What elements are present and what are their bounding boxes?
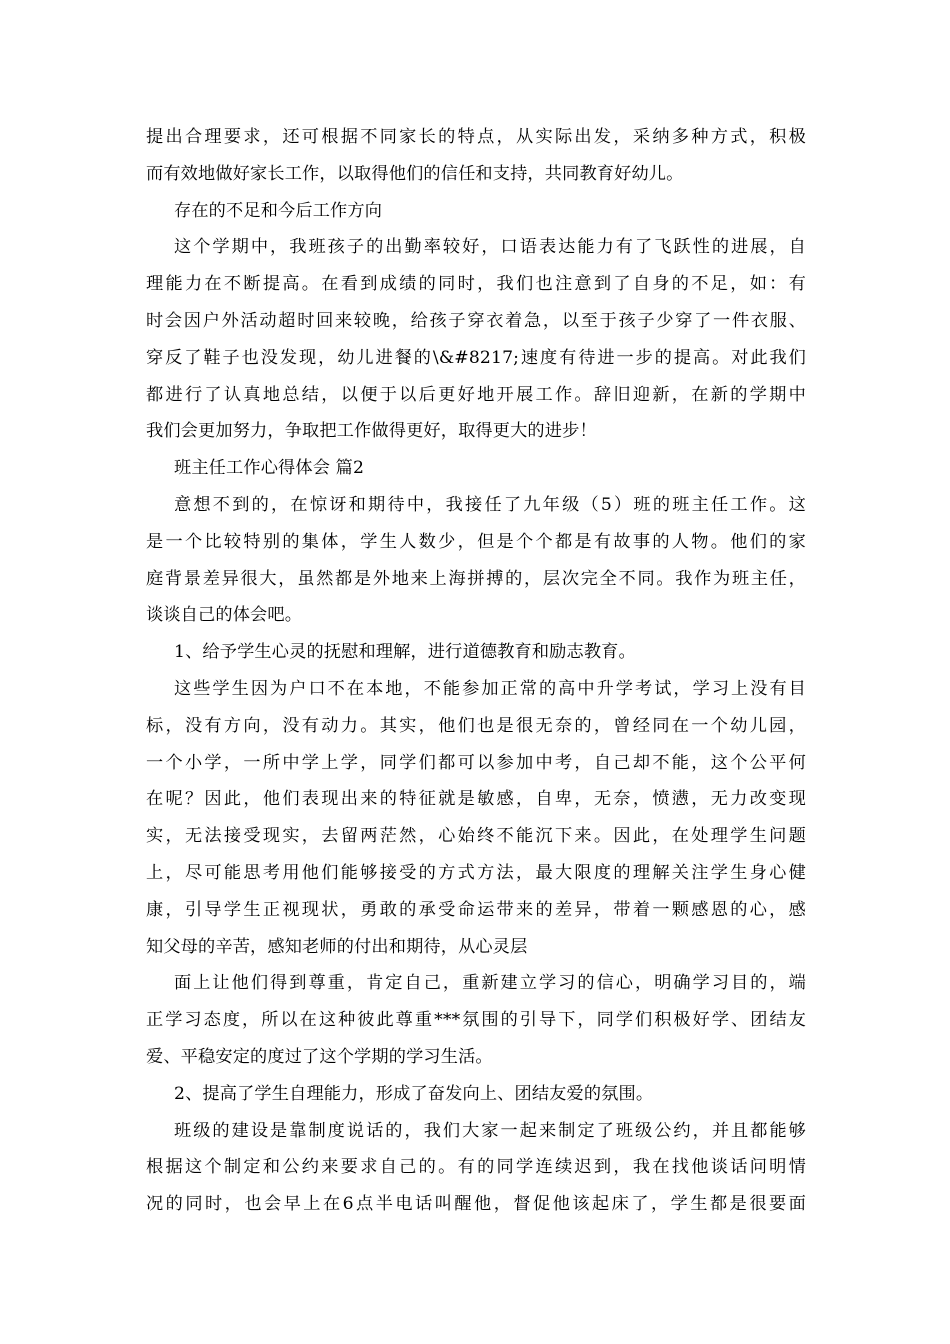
text-line: 一个小学，一所中学上学，同学们都可以参加中考，自己却不能，这个公平何 bbox=[146, 752, 806, 773]
text-line: 在呢？因此，他们表现出来的特征就是敏感，自卑，无奈，愤懑，无力改变现 bbox=[146, 789, 806, 810]
text-line: 康，引导学生正视现状，勇敢的承受命运带来的差异，带着一颗感恩的心，感 bbox=[146, 899, 806, 920]
text-line: 1、给予学生心灵的抚慰和理解，进行道德教育和励志教育。 bbox=[174, 642, 636, 663]
text-line: 穿反了鞋子也没发现，幼儿进餐的\&#8217;速度有待进一步的提高。对此我们 bbox=[146, 347, 806, 368]
text-line: 面上让他们得到尊重，肯定自己，重新建立学习的信心，明确学习目的，端 bbox=[174, 973, 806, 994]
text-line: 谈谈自己的体会吧。 bbox=[146, 605, 303, 626]
text-line: 标，没有方向，没有动力。其实，他们也是很无奈的，曾经同在一个幼儿园， bbox=[146, 715, 806, 736]
text-line: 意想不到的，在惊讶和期待中，我接任了九年级（5）班的班主任工作。这 bbox=[174, 494, 806, 515]
document-body bbox=[146, 119, 806, 1223]
text-line: 知父母的辛苦，感知老师的付出和期待，从心灵层 bbox=[146, 936, 528, 957]
text-line: 正学习态度，所以在这种彼此尊重***氛围的引导下，同学们积极好学、团结友 bbox=[146, 1010, 806, 1031]
text-line: 而有效地做好家长工作，以取得他们的信任和支持，共同教育好幼儿。 bbox=[146, 163, 684, 184]
text-line: 班主任工作心得体会 篇2 bbox=[174, 458, 365, 479]
text-line: 庭背景差异很大，虽然都是外地来上海拼搏的，层次完全不同。我作为班主任， bbox=[146, 568, 806, 589]
text-line: 是一个比较特别的集体，学生人数少，但是个个都是有故事的人物。他们的家 bbox=[146, 531, 806, 552]
text-line: 2、提高了学生自理能力，形成了奋发向上、团结友爱的氛围。 bbox=[174, 1083, 654, 1104]
text-line: 根据这个制定和公约来要求自己的。有的同学连续迟到，我在找他谈话问明情 bbox=[146, 1157, 806, 1178]
text-line: 上，尽可能思考用他们能够接受的方式方法，最大限度的理解关注学生身心健 bbox=[146, 862, 806, 883]
text-line: 这个学期中，我班孩子的出勤率较好，口语表达能力有了飞跃性的进展，自 bbox=[174, 237, 806, 258]
text-line: 爱、平稳安定的度过了这个学期的学习生活。 bbox=[146, 1046, 493, 1067]
text-line: 都进行了认真地总结，以便于以后更好地开展工作。辞旧迎新，在新的学期中 bbox=[146, 384, 806, 405]
text-line: 实，无法接受现实，去留两茫然，心始终不能沉下来。因此，在处理学生问题 bbox=[146, 826, 806, 847]
text-line: 时会因户外活动超时回来较晚，给孩子穿衣着急，以至于孩子少穿了一件衣服、 bbox=[146, 310, 806, 331]
text-line: 提出合理要求，还可根据不同家长的特点，从实际出发，采纳多种方式，积极 bbox=[146, 127, 806, 147]
text-line: 况的同时，也会早上在6点半电话叫醒他，督促他该起床了，学生都是很要面 bbox=[146, 1194, 806, 1215]
text-line: 我们会更加努力，争取把工作做得更好，取得更大的进步！ bbox=[146, 421, 597, 442]
text-line: 这些学生因为户口不在本地，不能参加正常的高中升学考试，学习上没有目 bbox=[174, 678, 806, 699]
text-line: 班级的建设是靠制度说话的，我们大家一起来制定了班级公约，并且都能够 bbox=[174, 1120, 806, 1141]
text-line: 理能力在不断提高。在看到成绩的同时，我们也注意到了自身的不足，如：有 bbox=[146, 274, 806, 295]
text-line: 存在的不足和今后工作方向 bbox=[174, 200, 383, 221]
